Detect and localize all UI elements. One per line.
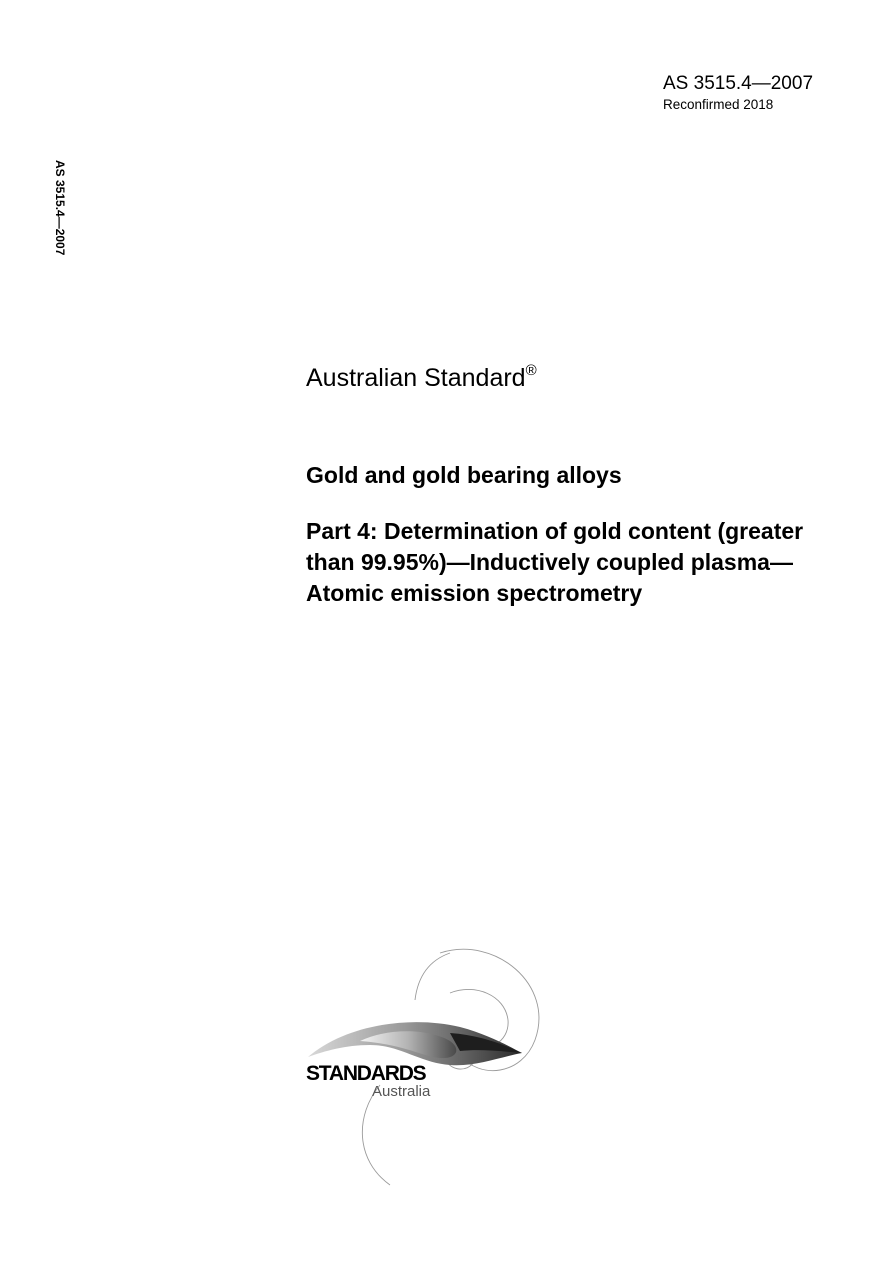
document-subtitle: Part 4: Determination of gold content (greater than 99.95%)—Inductively coupled plasma—Atomic emission spectrometry xyxy=(306,518,804,606)
spine-document-number: AS 3515.4—2007 xyxy=(53,160,67,256)
series-title-text: Australian Standard xyxy=(306,364,526,392)
logo-upper-curve xyxy=(415,953,450,1000)
document-number: AS 3515.4—2007 xyxy=(663,73,814,94)
logo-subtext: Australia xyxy=(372,1083,431,1100)
reconfirmed-date: Reconfirmed 2018 xyxy=(663,97,774,112)
document-title: Gold and gold bearing alloys xyxy=(306,462,622,488)
registered-mark: ® xyxy=(525,362,537,379)
series-title xyxy=(306,362,537,394)
logo-wordmark: STANDARDS xyxy=(306,1062,426,1085)
